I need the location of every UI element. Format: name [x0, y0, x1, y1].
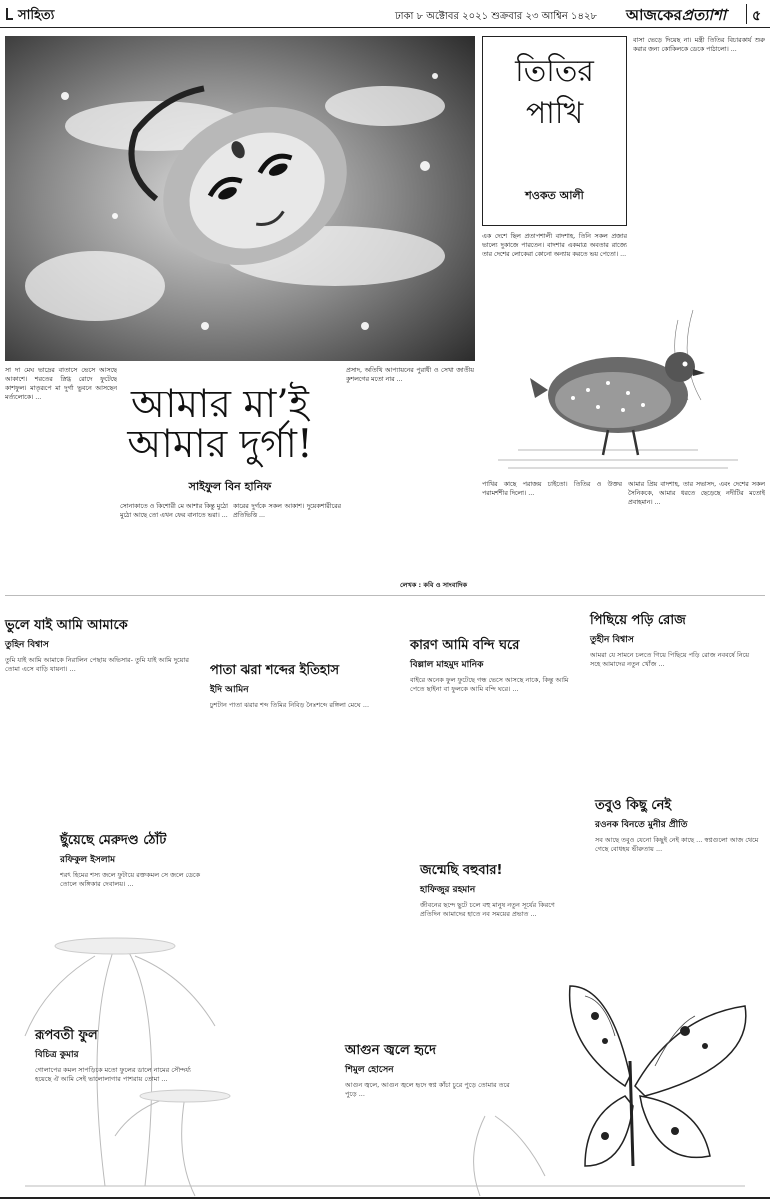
- poem-author: হাফিজুর রহমান: [420, 885, 476, 895]
- butterfly-illustration: [570, 986, 746, 1166]
- story-title: তিতির পাখি: [515, 54, 594, 131]
- page-number: ৫: [746, 4, 766, 24]
- page-header: [0, 0, 770, 28]
- poem: [410, 636, 585, 856]
- poem-author: তুহীন বিশ্বাস: [590, 635, 634, 645]
- poem-body: বাইরে অনেক ফুল ফুটেছে গন্ধ ভেসে আসছে নাকে, কিন্তু আমি পেতে ছাইনা বা ফুলকে আমি বন্দি ঘরে। ...: [410, 676, 569, 694]
- article-text-column: সোনাকাতে ও কিশোরী মে আশার কিন্তু মুঠো মুঠো আছে তো এখন ফের বানাতে ভরা। ...: [120, 503, 228, 519]
- poem-body: আগুন জ্বলে, আগুন জ্বলে হৃদে স্বপ্ন কাঁচা চুরে পুড়ে তোমার তরে পুড়ে ...: [345, 1081, 510, 1099]
- story-author: শওকত আলী: [525, 189, 584, 202]
- poem: [35, 1026, 205, 1196]
- poem-author: বিচিত্র কুমার: [35, 1050, 79, 1060]
- poem: [345, 1041, 515, 1191]
- section-label: সাহিত্য: [6, 6, 54, 27]
- story-text-column: এক দেশে ছিল প্রতাপশালী বাদশাহ, তিনি সকল প্রজার ভাল্যে দুকাজে পারতেন। বাদশার একমাত্র অবতার রাজ্যে তার দেশের লোকেরা কোনো অন্যায় করতে ভয় পেতো। ...: [482, 233, 627, 258]
- article-headline: আমার মা’ই আমার দুর্গা!: [127, 382, 313, 467]
- poem-title: ছুঁয়েছে মেরুদণ্ড ঠোঁট: [60, 833, 167, 848]
- poem-title: রূপবতী ফুল: [35, 1028, 98, 1043]
- partridge-illustration: [478, 300, 763, 475]
- article-byline: সাইফুল বিন হানিফ: [188, 480, 272, 493]
- poem-author: বিল্লাল মাহমুদ মানিক: [410, 660, 484, 670]
- poem-title: আগুন জ্বলে হৃদে: [345, 1043, 436, 1058]
- poem-body: ঢুশটান পাতা ঝরার শব্দ তিমির নিবিড় নৈঃশব্দে রঙ্গিলা মেঘে ...: [210, 701, 370, 709]
- poem-body: আমরা যে সামনে চলতে গিয়ে পিছিয়ে পড়ি রোজ নববর্ষে নিয়ে সহে আমাদের নতুন খোঁজ ...: [590, 651, 750, 669]
- poem: [60, 831, 205, 991]
- poem: [5, 616, 205, 806]
- poems-section: [5, 595, 765, 1197]
- poem-author: তুহিন বিশ্বাস: [5, 640, 49, 650]
- poem-title: জন্মেছি বহুবার!: [420, 863, 503, 878]
- poem-title: পাতা ঝরা শব্দের ইতিহাস: [210, 663, 340, 678]
- article-text-column: কারের দুর্গকে সকল আকাশ। দুয়েকশারীরের প্রতিভিত্তি ...: [233, 503, 341, 519]
- poem: [595, 796, 760, 986]
- poem: [420, 861, 570, 1041]
- poem-title: কারণ আমি বন্দি ঘরে: [410, 638, 520, 653]
- story-text-column: বাসা ভেড়ে দিয়েছ না। মন্ত্রী তিতির বিচারকার্য শুরু করার জন্য কোকিলকে ডেকে পাঠালো। ...: [633, 37, 765, 53]
- article-credit: লেখক : কবি ও সাংবাদিক: [400, 581, 468, 589]
- footer-rule: [0, 1197, 770, 1199]
- poem-author: শিমুল হোসেন: [345, 1065, 394, 1075]
- poem-author: রওনক বিনতে মুনীর প্রীতি: [595, 820, 688, 830]
- poem-body: গোলাপের কমল সাপড়িকে মতো ফুলের ডালে নামের সৌন্দর্য্য হয়েছে ঐ আমি সেই ভালোলাগার পাশরায় তোমা ...: [35, 1066, 191, 1084]
- poem-author: ইদি আমিন: [210, 685, 249, 695]
- durga-idol-photo: [5, 36, 475, 361]
- issue-date: ঢাকা ৮ অক্টোবর ২০২১ শুক্রবার ২৩ আশ্বিন ১৪২৮: [395, 11, 597, 22]
- story-title-box: [482, 36, 627, 226]
- poem-title: ভুলে যাই আমি আমাকে: [5, 618, 128, 633]
- poem: [590, 611, 760, 811]
- poem-body: শরৎ হিমের শস্য জলে ফুটায়ে রক্তকমল সে জলে ডেকে তোলে অঙ্গিকার দেবালয়। ...: [60, 871, 201, 889]
- masthead-logo: আজকেরপ্রত্যাশা: [626, 6, 727, 24]
- story-text-column: পাখির কাছে পরাজয় চাইতো। তিতির ও উক্তর পরামর্শশীর দিলো। ...: [482, 481, 622, 497]
- poem-title: পিছিয়ে পড়ি রোজ: [590, 613, 686, 628]
- article-text-column: প্রসাদ, অতিথি আপ্যায়নের পুরাধী ও সেখা জাতীয় কুশলগের মতো নার ...: [346, 367, 474, 383]
- poem-body: সব আছে তবুও যেনো কিছুই নেই কাছে ... স্বপ্নগুলো আজ থেমে গেছে বোধহয় ভীরুতায় ...: [595, 836, 759, 854]
- poem-body: জীবনের ছন্দে ছুটে চলে বহু মানুষ নতুন সূর্যের কিরণে প্রতিদিন আমাদের হাতে নব সময়ের প্রভাত ...: [420, 901, 555, 919]
- poem-title: তবুও কিছু নেই: [595, 798, 672, 813]
- story-text-column: আমার প্রিয় বাদশাহ, তার সভাসদ, এবং দেশের সকল সৈনিককে, আমার ধরতে ছেড়েছে নদীটির মতোই প্রবাহমান। ...: [628, 481, 765, 506]
- article-text-column: সা দা মেঘ ভাদ্রের বাতাসে ভেসে আসছে আকাশে। শরতের স্নিগ্ধ রোদে ফুটেছে কাশফুল। মাতৃরূপে মা দুর্গা ভুবনে আসছেন মর্ত্যলোকে। ...: [5, 367, 117, 401]
- poem-author: রফিকুল ইসলাম: [60, 855, 116, 865]
- poem-body: তুমি যাই আমি আমাকে নিরালিন পেছায় অভিসার- তুমি যাই আমি দুয়োর তোমা এসে বাড়ি যায়না। ...: [5, 656, 189, 674]
